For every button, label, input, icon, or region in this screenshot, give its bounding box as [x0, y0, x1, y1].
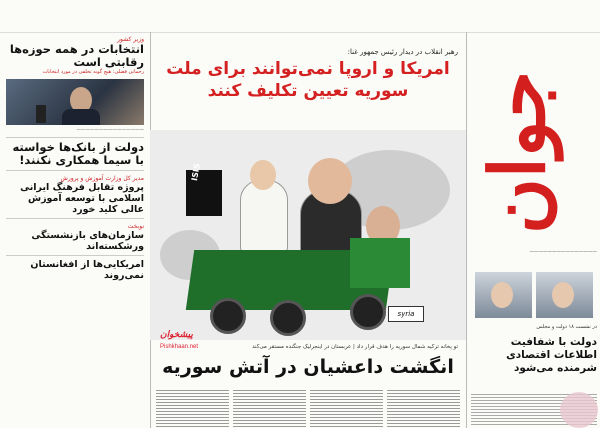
- bottom-headline[interactable]: انگشت داعشیان در آتش سوریه: [162, 356, 454, 378]
- divider: [6, 137, 144, 138]
- left-headline-3[interactable]: پروژه تقابل فرهنگ ایرانی اسلامی با توسعه آموزش عالی کلید خورد: [20, 182, 144, 215]
- saudi-figure: [240, 180, 288, 252]
- truck-cab: [350, 238, 410, 288]
- cartoon-caption: تو پخانه ترکیه شمال سوریه را هدف قرار داد | عربستان در اینجرلیک جنگنده مستقر می‌کند: [252, 344, 458, 350]
- left-headline-5[interactable]: امریکایی‌ها از افغانستان نمی‌روند: [30, 259, 144, 281]
- decorative-stamp: [560, 392, 598, 428]
- left-headline-2[interactable]: دولت از بانک‌ها خواسته با سیما همکاری نکنند!: [12, 140, 144, 167]
- main-kicker: رهبر انقلاب در دیدار رئیس جمهور غنا:: [347, 48, 458, 56]
- wheel-icon: [350, 294, 386, 330]
- wheel-icon: [270, 300, 306, 336]
- left-kicker-3: مدیر کل وزارت آموزش و پرورش: [60, 175, 144, 182]
- main-headline[interactable]: امریکا و اروپا نمی‌توانند برای ملت سوریه تعیین تکلیف کنند: [166, 59, 450, 101]
- article-body: [150, 388, 466, 428]
- left-body-1: ———————————————: [76, 128, 144, 133]
- minister-photo: [6, 79, 144, 125]
- divider: [6, 170, 144, 171]
- watermark-url: Pishkhaan.net: [160, 344, 199, 350]
- syria-sign: syria: [388, 306, 424, 322]
- left-kicker-1: وزیر کشور: [117, 36, 144, 43]
- editorial-cartoon: [150, 130, 466, 340]
- watermark-logo: پیشخوان: [160, 330, 193, 340]
- left-column: [0, 32, 151, 428]
- right-headline[interactable]: دولت با شفافیت اطلاعات اقتصادی شرمنده می‌شود: [506, 336, 597, 374]
- left-subhead-1: رحمانی فضلی: هیچ گونه تخلفی در مورد انتخابات: [42, 69, 144, 75]
- erdogan-head: [308, 158, 352, 204]
- left-kicker-4: نوبخت: [127, 223, 144, 230]
- right-column: [466, 32, 600, 428]
- main-column: [150, 40, 466, 428]
- masthead-logo: جوان: [473, 70, 562, 234]
- left-headline-4[interactable]: سازمان‌های بازنشستگی ورشکسته‌اند: [31, 230, 144, 252]
- right-kicker: در نشست ۱۸ دولت و مجلس: [536, 324, 597, 330]
- wheel-icon: [210, 298, 246, 334]
- top-strip: [0, 0, 600, 33]
- flag-text: ISIS: [190, 162, 202, 182]
- portrait-photos: [475, 272, 593, 318]
- divider: [6, 218, 144, 219]
- left-headline-1[interactable]: انتخابات در همه حوزه‌ها رقابتی است: [9, 42, 144, 69]
- divider: [6, 255, 144, 256]
- microphone-icon: [36, 105, 46, 123]
- saudi-head: [250, 160, 276, 190]
- masthead-info: ———————————————: [529, 250, 597, 255]
